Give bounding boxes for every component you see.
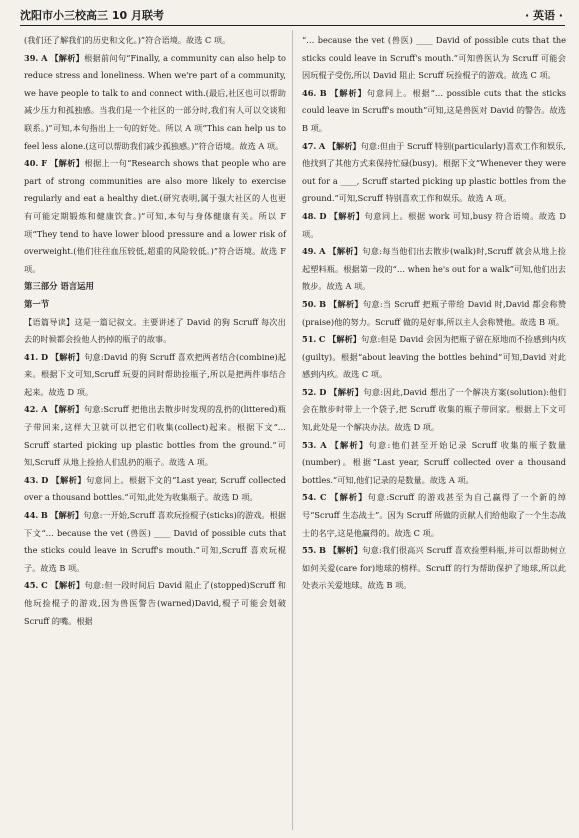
analysis-tag: 【解析】	[330, 439, 369, 450]
item-text: 句意:David 的狗 Scruff 喜欢把两者结合(combine)起来。根据下文可知,Scruff 玩耍的同时帮助捡瓶子,所以是把两件事结合起来。故选 D 项。	[24, 351, 286, 397]
analysis-tag: 【解析】	[50, 404, 84, 415]
answer-item	[302, 243, 566, 296]
answer-item	[24, 401, 286, 471]
item-number: 51.	[302, 334, 317, 345]
item-text: 句意同上。根据 work 可知,busy 符合语境。故选 D 项。	[302, 210, 566, 239]
answer-item	[302, 85, 566, 138]
analysis-tag: 【解析】	[329, 210, 365, 221]
item-number: 47.	[302, 140, 317, 151]
analysis-tag: 【解析】	[50, 351, 85, 362]
answer-item	[24, 155, 286, 278]
answer-item	[302, 489, 566, 542]
item-number: 48.	[302, 210, 317, 221]
analysis-tag: 【解析】	[328, 545, 363, 556]
item-text: 句意:Scruff 把他出去散步时发现的乱扔的(littered)瓶子带回来,这样大卫就可以把它们收集(collect)起来。根据下文“… Scruff started picking up plastic bottles from the ground.”可知,Scruff 从地上捡拾人们乱扔的瓶子。故选 A 项。	[24, 404, 286, 468]
answer-item	[24, 349, 286, 402]
item-answer: C	[318, 334, 326, 345]
answer-item	[302, 331, 566, 384]
analysis-tag: 【解析】	[330, 492, 368, 503]
item-number: 46.	[302, 87, 317, 98]
text-paragraph: 【语篇导读】这是一篇记叙文。主要讲述了 David 的狗 Scruff 每次出去的时候都会捡他人扔掉的瓶子的故事。	[24, 316, 286, 345]
text-paragraph: (我们还了解我们的历史和文化。)”符合语境。故选 C 项。	[24, 35, 231, 45]
item-number: 53.	[302, 439, 317, 450]
analysis-tag: 【解析】	[330, 87, 367, 98]
item-answer: F	[41, 158, 48, 169]
item-number: 54.	[302, 492, 317, 503]
item-answer: D	[41, 474, 49, 485]
item-text: 句意:每当他们出去散步(walk)时,Scruff 就会从地上捡起塑料瓶。根据第一段的“… when he's out for a walk”可知,他们出去散步。故选 A 项。	[302, 246, 566, 292]
analysis-tag: 【解析】	[50, 580, 85, 591]
analysis-tag: 【解析】	[329, 386, 364, 397]
answer-item	[24, 472, 286, 507]
item-text: 句意:Scruff 的游戏甚至为自己赢得了一个新的绰号“Scruff 生态战士”。因为 Scruff 所做的贡献人们给他取了一个生态战士的名字,这是他赢得的。故选 C 项。	[302, 492, 567, 538]
answer-item	[302, 138, 566, 208]
analysis-tag: 【解析】	[328, 334, 362, 345]
item-number: 45.	[24, 580, 39, 591]
answer-item	[302, 296, 566, 331]
item-text: 根据前问句“Finally, a community can also help to reduce stress and loneliness. When we're part of a community, we have people to talk to and connect with.(最后,社区也可以帮助减少压力和孤独感。当我们是一个社区的一部分时,我们有人可以交谈和联系。)”可知,本句指出上一句的好处。所以 A 项“This can help us to feel less alone.(这可以帮助我们减少孤独感。)”符合语境。故选 A 项。	[24, 52, 286, 151]
item-text: 句意:因此,David 想出了一个解决方案(solution):他们会在散步时带上一个袋子,把 Scruff 收集的瓶子带回家。根据上下文可知,此处是一个解决办法。故选 D 项。	[302, 386, 566, 433]
section-heading: 第三部分 语言运用	[24, 281, 94, 292]
item-text: 句意:他们甚至开始记录 Scruff 收集的瓶子数量(number)。根据“Last year, Scruff collected over a thousand bottles.”可知,他们记录的是数量。故选 A 项。	[302, 439, 566, 485]
item-text: 句意:当 Scruff 把瓶子带给 David 时,David 都会称赞(praise)他的努力。Scruff 做的是好事,所以主人会称赞他。故选 B 项。	[302, 298, 567, 327]
item-answer: B	[40, 510, 48, 521]
item-answer: A	[318, 140, 326, 151]
item-number: 39.	[24, 52, 39, 63]
item-text: 句意:一开始,Scruff 喜欢玩捡棍子(sticks)的游戏。根据下文“… because the vet (兽医) ____ David of possible cuts that the sticks could leave in Scruff's mouth.”可知,Scruff 喜欢玩棍子。故选 B 项。	[24, 510, 286, 573]
item-answer: D	[319, 210, 327, 221]
item-text: 句意同上。根据“… possible cuts that the sticks could leave in Scruff's mouth”可知,这是兽医对 David 的警告。故选 B 项。	[302, 87, 566, 133]
analysis-tag: 【解析】	[328, 298, 363, 309]
page-header	[20, 3, 565, 26]
item-text: 句意:我们很高兴 Scruff 喜欢捡塑料瓶,并可以帮助树立如何关爱(care for)地球的榜样。Scruff 的行为帮助保护了地球,所以此处表示关爱地球。故选 B 项。	[302, 545, 567, 591]
item-number: 40.	[24, 158, 39, 169]
item-number: 44.	[24, 510, 39, 521]
answer-item	[24, 577, 286, 630]
item-answer: A	[41, 404, 48, 415]
answer-item	[24, 50, 286, 156]
item-text: 句意:但是 David 会因为把瓶子留在原地而不捡感到内疚(guilty)。根据“about leaving the bottles behind”可知,David 对此感到内疚。故选 C 项。	[302, 334, 566, 380]
analysis-tag: 【解析】	[50, 158, 85, 169]
text-paragraph: “… because the vet (兽医) ____ David of possible cuts that the sticks could leave in Scruff's mouth.”可知兽医认为 Scruff 可能会因玩棍子受伤,所以 David 阻止 Scruff 玩捡棍子的游戏。故选 C 项。	[302, 35, 566, 81]
item-number: 49.	[302, 246, 317, 257]
analysis-tag: 【解析】	[327, 140, 361, 151]
item-answer: C	[41, 580, 48, 591]
item-number: 50.	[302, 298, 317, 309]
item-answer: A	[320, 439, 327, 450]
item-text: 根据上一句“Research shows that people who are part of strong communities are also more likely to exercise regularly and eat a healthy diet.(研究表明,属于强大社区的人也更有可能定期锻炼和健康饮食。)”可知,本句与身体健康有关。所以 F 项“They tend to have lower blood pressure and a lower risk of overweight.(他们往往血压较低,超重的风险较低。)”符合语境。故选 F 项。	[24, 158, 286, 274]
answer-item	[302, 542, 566, 595]
item-answer: A	[319, 246, 326, 257]
left-column	[24, 32, 286, 630]
column-divider	[292, 30, 293, 830]
answer-item	[302, 437, 566, 490]
item-answer: B	[319, 545, 326, 556]
analysis-tag: 【解析】	[50, 510, 84, 521]
analysis-tag: 【解析】	[328, 246, 363, 257]
item-text: 句意同上。根据下文的“Last year, Scruff collected over a thousand bottles.”可知,此处为收集瓶子。故选 D 项。	[24, 474, 287, 503]
item-answer: D	[319, 386, 327, 397]
item-number: 41.	[24, 351, 39, 362]
answer-item	[302, 208, 566, 243]
exam-title: 沈阳市小三校高三 10 月联考	[20, 9, 164, 22]
item-text: 句意:但一段时间后 David 阻止了(stopped)Scruff 和他玩捡棍子的游戏,因为兽医警告(warned)David,棍子可能会划破 Scruff 的嘴。根据	[24, 580, 286, 626]
analysis-tag: 【解析】	[51, 474, 86, 485]
subject-label: · 英语 ·	[524, 9, 563, 22]
answer-item	[302, 384, 566, 437]
item-answer: B	[319, 298, 327, 309]
item-answer: B	[319, 87, 327, 98]
item-number: 55.	[302, 545, 317, 556]
item-answer: D	[41, 351, 49, 362]
section-heading: 第一节	[24, 298, 50, 309]
item-number: 43.	[24, 474, 39, 485]
item-number: 42.	[24, 404, 39, 415]
item-text: 句意:但由于 Scruff 特别(particularly)喜欢工作和娱乐,他找到了其他方式来保持忙碌(busy)。根据下文“Whenever they were out for a ____, Scruff started picking up plastic bottles from the ground.”可知,Scruff 特别喜欢工作和娱乐。故选 A 项。	[302, 140, 566, 204]
item-answer: C	[320, 492, 327, 503]
item-number: 52.	[302, 386, 317, 397]
analysis-tag: 【解析】	[50, 52, 85, 63]
item-answer: A	[41, 52, 48, 63]
answer-item	[24, 507, 286, 577]
right-column	[302, 32, 566, 595]
